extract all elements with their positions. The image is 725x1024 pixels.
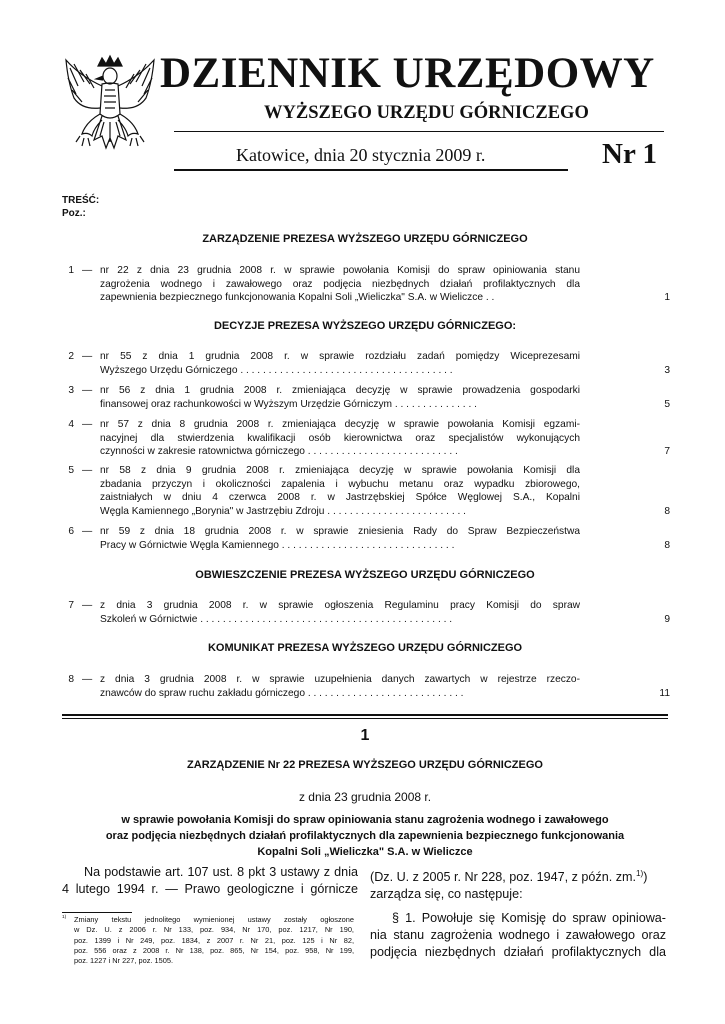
toc-dash: — (82, 526, 93, 537)
toc-entry-number: 8 (68, 674, 74, 685)
toc-dash: — (82, 385, 93, 396)
toc-entry-page: 5 (664, 399, 670, 410)
toc-entry-text (100, 418, 580, 459)
toc-line: Szkoleń w Górnictwie . . . . . . . . . . . . . . . . . . . . . . . . . . . . . . . . . . . . . . . . . . . . . (100, 613, 453, 625)
toc-line: Pracy w Górnictwie Węgla Kamiennego . . . . . . . . . . . . . . . . . . . . . . . . . . . . . . . (100, 539, 455, 551)
toc-entry-number: 4 (68, 419, 74, 430)
footnote-line: w Dz. U. z 2006 r. Nr 133, poz. 934, Nr 170, poz. 1217, Nr 190, (74, 925, 354, 935)
section-heading-zarzadzenie: ZARZĄDZENIE PREZESA WYŻSZEGO URZĘDU GÓRNICZEGO (202, 233, 528, 245)
toc-entry-text (100, 673, 580, 700)
body-line: Na podstawie art. 107 ust. 8 pkt 3 ustawy z dnia (84, 865, 358, 879)
footnote-line: poz. 1227 i Nr 227, poz. 1505. (74, 956, 174, 966)
body-line: podjęcia niezbędnych działań profilaktycznych dla (370, 945, 666, 959)
toc-entry-text (100, 599, 580, 626)
toc-dash: — (82, 351, 93, 362)
body-line: nia stanu zagrożenia wodnego i zawałowego oraz (370, 928, 666, 942)
header-divider-bottom (174, 169, 568, 171)
toc-line: nr 22 z dnia 23 grudnia 2008 r. w sprawie powołania Komisji do spraw opiniowania stanu (100, 265, 580, 276)
toc-line: czynności w zakresie ratownictwa górniczego . . . . . . . . . . . . . . . . . . . . . . . . . . . (100, 446, 458, 458)
position-label: Poz.: (62, 208, 86, 219)
paragraph-1 (370, 910, 666, 961)
journal-title: DZIENNIK URZĘDOWY (160, 50, 655, 97)
toc-line: zapewnienia bezpiecznego funkcjonowania Kopalni Soli „Wieliczka" S.A. w Wieliczce . . (100, 292, 495, 304)
toc-dash: — (82, 600, 93, 611)
ordinance-subject-line: w sprawie powołania Komisji do spraw opiniowania stanu zagrożenia wodnego i zawałowego (121, 814, 609, 826)
toc-entry-text (100, 384, 580, 411)
toc-entry-number: 1 (68, 265, 74, 276)
toc-line: nr 57 z dnia 8 grudnia 2008 r. zmieniająca decyzję w sprawie powołania Komisji egzami- (100, 419, 580, 430)
issue-number: Nr 1 (602, 138, 658, 170)
body-text: (Dz. U. z 2005 r. Nr 228, poz. 1947, z późn. zm. (370, 870, 636, 884)
toc-line: nr 58 z dnia 9 grudnia 2008 r. zmieniająca decyzję w sprawie powołania Komisji dla (100, 465, 580, 476)
toc-entry-text (100, 350, 580, 377)
footnote-line: poz. 556 oraz z 2008 r. Nr 138, poz. 865, Nr 154, poz. 958, Nr 199, (74, 945, 354, 955)
body-line: § 1. Powołuje się Komisję do spraw opiniowa- (392, 911, 666, 925)
toc-line: Węgla Kamiennego „Borynia" w Jastrzębiu Zdroju . . . . . . . . . . . . . . . . . . . . . . . . . (100, 505, 466, 517)
toc-entry-page: 1 (664, 292, 670, 303)
toc-line: nacyjnej dla stwierdzenia kwalifikacji osób kierownictwa oraz specjalistów wykonujących (100, 432, 580, 444)
body-text: ) (643, 870, 648, 884)
toc-entry-text (100, 525, 580, 552)
section-heading-komunikat: KOMUNIKAT PREZESA WYŻSZEGO URZĘDU GÓRNICZEGO (207, 642, 523, 654)
issue-date: Katowice, dnia 20 stycznia 2009 r. (236, 145, 486, 165)
toc-entry-number: 3 (68, 385, 74, 396)
ordinance-subject-line: Kopalni Soli „Wieliczka" S.A. w Wieliczce (257, 846, 473, 858)
toc-dash: — (82, 674, 93, 685)
toc-entry-number: 7 (68, 600, 74, 611)
footnote: 1) Zmiany tekstu jednolitego wymienionej ustawy zostały ogłoszone w Dz. U. z 2006 r. Nr 133, poz. 934, Nr 170, poz. 1217, Nr 190, poz. 1399 i Nr 249, poz. 1834, z 2007 r. Nr 21, poz. 125 i Nr 82, poz. 556 oraz z 2008 r. Nr 138, poz. 865, Nr 154, poz. 958, Nr 199, poz. 1227 i Nr 227, poz. 1505. (62, 915, 354, 966)
toc-line: zaistniałych w dniu 4 czerwca 2008 r. w Jastrzębskiej Spółce Węglowej S.A., Kopalni (100, 492, 580, 504)
body-line: 4 lutego 1994 r. — Prawo geologiczne i górnicze (62, 882, 358, 896)
toc-line: nr 55 z dnia 1 grudnia 2008 r. w sprawie rozdziału zadań pomiędzy Wiceprezesami (100, 351, 580, 362)
toc-dash: — (82, 419, 93, 430)
toc-entry-page: 3 (664, 365, 670, 376)
toc-line: z dnia 3 grudnia 2008 r. w sprawie uzupełnienia danych zawartych w rejestrze rzeczo- (100, 674, 580, 685)
toc-entry-page: 7 (664, 446, 670, 457)
ordinance-title: ZARZĄDZENIE Nr 22 PREZESA WYŻSZEGO URZĘDU GÓRNICZEGO (187, 759, 543, 771)
footnote-line: Zmiany tekstu jednolitego wymienionej ustawy zostały ogłoszone (74, 915, 354, 924)
journal-subtitle: WYŻSZEGO URZĘDU GÓRNICZEGO (264, 103, 589, 123)
toc-dash: — (82, 265, 93, 276)
toc-line: nr 56 z dnia 1 grudnia 2008 r. zmieniająca decyzję w sprawie prowadzenia gospodarki (100, 385, 580, 396)
ordinance-date: z dnia 23 grudnia 2008 r. (298, 790, 432, 804)
toc-entry-page: 11 (659, 688, 670, 699)
toc-entry-text (100, 464, 580, 518)
toc-entry-page: 8 (664, 540, 670, 551)
footnote-line: poz. 1399 i Nr 249, poz. 1834, z 2007 r. Nr 21, poz. 125 i Nr 82, (74, 935, 354, 945)
toc-line: zbadania przyczyn i okoliczności zapalenia i wybuchu metanu oraz wypadku zbiorowego, (100, 478, 580, 490)
toc-entry-page: 8 (664, 506, 670, 517)
toc-entry-number: 6 (68, 526, 74, 537)
toc-dash: — (82, 465, 93, 476)
toc-line: zagrożenia wodnego i zawałowego oraz podjęcia niezbędnych działań profilaktycznych dla (100, 278, 580, 290)
contents-divider (62, 714, 668, 716)
toc-entry-text (100, 264, 580, 305)
toc-entry-page: 9 (664, 614, 670, 625)
toc-entry-number: 2 (68, 351, 74, 362)
item-number: 1 (360, 727, 370, 744)
section-heading-obwieszczenie: OBWIESZCZENIE PREZESA WYŻSZEGO URZĘDU GÓRNICZEGO (195, 569, 535, 581)
footnote-ref[interactable]: 1) (636, 868, 644, 878)
contents-label: TREŚĆ: (62, 195, 100, 206)
toc-line: nr 59 z dnia 18 grudnia 2008 r. w sprawie zniesienia Rady do Spraw Bezpieczeństwa (100, 526, 580, 537)
polish-eagle-emblem-icon (60, 52, 156, 164)
body-line: zarządza się, co następuje: (370, 887, 523, 901)
body-left-column (62, 864, 358, 898)
ordinance-subject-line: oraz podjęcia niezbędnych działań profilaktycznych dla zapewnienia bezpiecznego funkcjonowania (105, 830, 625, 842)
toc-entry-number: 5 (68, 465, 74, 476)
footnote-divider (62, 912, 132, 913)
toc-line: finansowej oraz rachunkowości w Wyższym Urzędzie Górniczym . . . . . . . . . . . . . . . (100, 398, 477, 410)
toc-line: znawców do spraw ruchu zakładu górniczego . . . . . . . . . . . . . . . . . . . . . . . . . . . . (100, 687, 464, 699)
toc-line: z dnia 3 grudnia 2008 r. w sprawie ogłoszenia Regulaminu pracy Komisji do spraw (100, 600, 580, 611)
body-right-column (370, 869, 666, 903)
section-heading-decyzje: DECYZJE PREZESA WYŻSZEGO URZĘDU GÓRNICZEGO: (213, 320, 517, 332)
body-line (370, 869, 666, 886)
header-divider (174, 131, 664, 132)
contents-divider-thin (62, 718, 668, 719)
toc-line: Wyższego Urzędu Górniczego . . . . . . . . . . . . . . . . . . . . . . . . . . . . . . . . . . . . . . (100, 364, 453, 376)
